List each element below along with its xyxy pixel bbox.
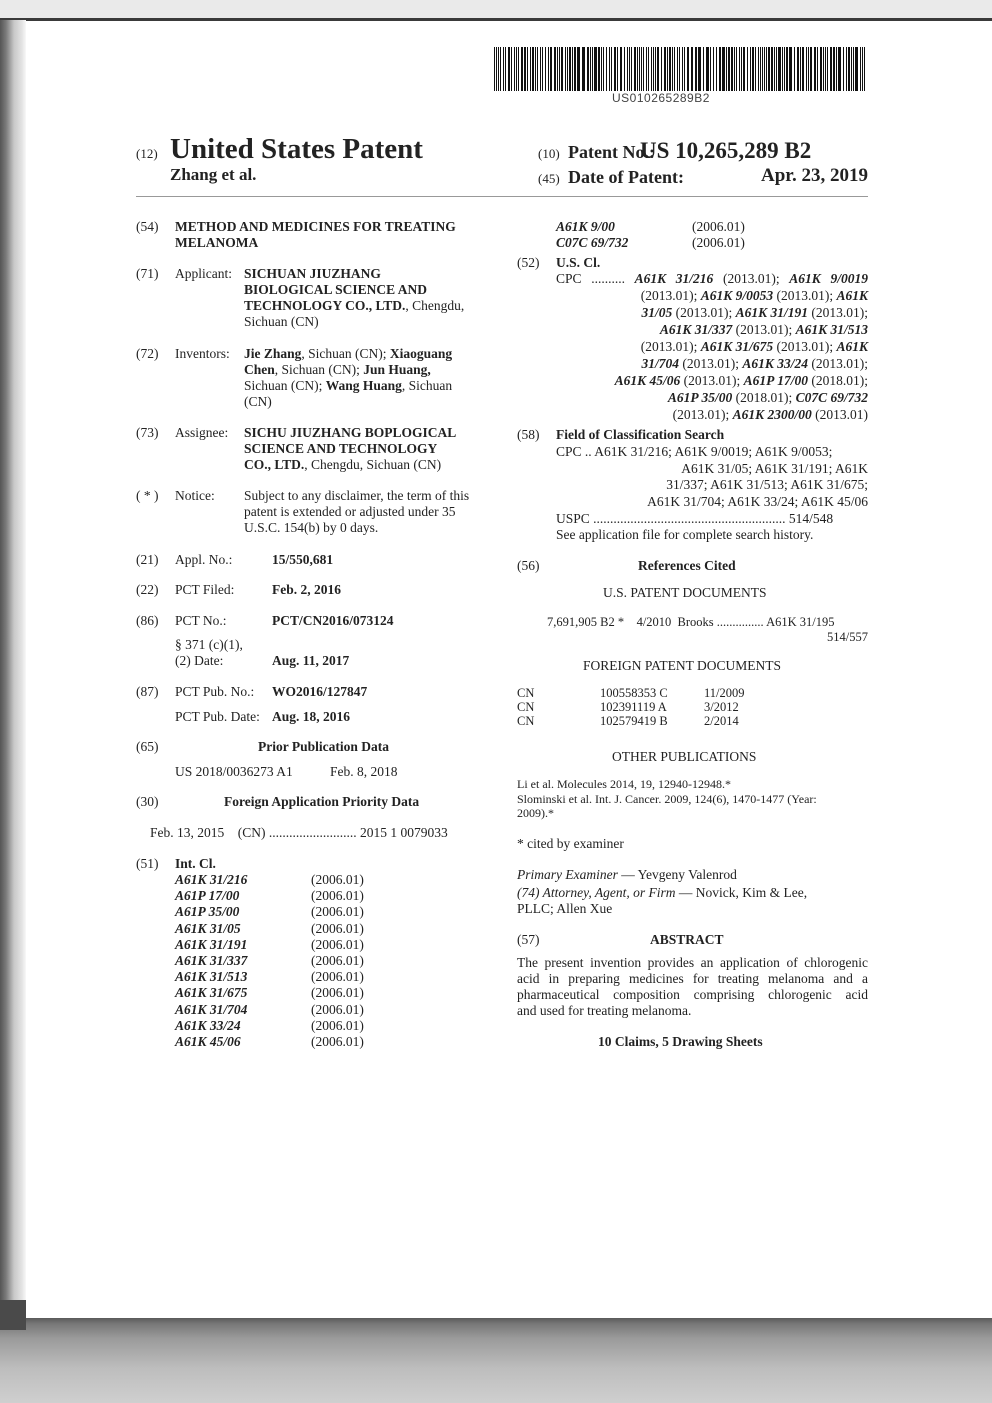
- barcode-bar: [806, 47, 807, 91]
- scan-left-edge: [0, 20, 26, 1320]
- barcode-bar: [731, 47, 733, 91]
- abstract-line: pharmaceutical composition comprising chlorogenic acid: [517, 987, 868, 1002]
- applicant-line-1: SICHUAN JIUZHANG: [244, 266, 381, 281]
- barcode-bar: [855, 47, 858, 91]
- barcode-bar: [537, 47, 538, 91]
- barcode-bar: [691, 47, 693, 91]
- appl-number: 15/550,681: [272, 552, 334, 567]
- barcode-bar: [794, 47, 795, 91]
- applicant-line-4: Sichuan (CN): [244, 314, 319, 329]
- barcode-bar: [682, 47, 683, 91]
- intcl-class: A61K 31/675: [175, 985, 248, 1001]
- assignee-line-3: CO., LTD.: [244, 457, 305, 472]
- barcode-bar: [768, 47, 770, 91]
- foreign-doc-number: 100558353 C: [600, 686, 668, 700]
- barcode-bar: [846, 47, 847, 91]
- barcode-bar: [661, 47, 662, 91]
- intcl-class: A61P 17/00: [175, 888, 240, 904]
- intcl-class: A61K 33/24: [175, 1017, 241, 1033]
- barcode-bar: [830, 47, 832, 91]
- abstract-line: acid in preparing medicines for treating melanoma and a: [517, 971, 868, 986]
- barcode-bar: [860, 47, 861, 91]
- intcl-class: C07C 69/732: [556, 235, 629, 250]
- barcode-bar: [814, 47, 816, 91]
- notice-line-1: Subject to any disclaimer, the term of this: [244, 488, 470, 503]
- prior-number: US 2018/0036273 A1: [175, 764, 293, 779]
- intcl-version: (2006.01): [311, 888, 364, 904]
- barcode-bar: [786, 47, 788, 91]
- uscl-heading: U.S. Cl.: [556, 255, 601, 270]
- barcode-bar: [557, 47, 558, 91]
- patent-number-label: Patent No.:: [568, 142, 655, 162]
- notice-code: ( * ): [136, 488, 159, 503]
- uspc-line: USPC ......................................................... 514/548: [556, 511, 834, 526]
- barcode-bar: [648, 47, 649, 91]
- abstract-code: (57): [517, 932, 540, 947]
- intcl-class: A61K 31/513: [175, 969, 248, 985]
- cpc-line: (2013.01); A61K 9/0053 (2013.01); A61K: [640, 288, 868, 303]
- intcl-version: (2006.01): [311, 1001, 364, 1017]
- pct-number-label: PCT No.:: [175, 613, 227, 628]
- barcode-bar: [655, 47, 656, 91]
- barcode-bar: [778, 47, 781, 91]
- applicant-label: Applicant:: [175, 266, 232, 281]
- barcode-bar: [657, 47, 659, 91]
- intcl-version: (2006.01): [311, 920, 364, 936]
- barcode-bar: [726, 47, 727, 91]
- appl-code: (21): [136, 552, 159, 567]
- barcode-bar: [736, 47, 737, 91]
- barcode-bar: [755, 47, 756, 91]
- barcode-bar: [524, 47, 526, 91]
- assignee-line-2: SCIENCE AND TECHNOLOGY: [244, 441, 438, 456]
- barcode-bar: [674, 47, 675, 91]
- header-divider: [136, 196, 868, 197]
- attorney-label: (74) Attorney, Agent, or Firm: [517, 885, 676, 900]
- inventor-short: Zhang et al.: [170, 165, 257, 184]
- patent-number-code: (10): [538, 146, 560, 161]
- barcode-bar: [762, 47, 763, 91]
- barcode-bar: [836, 47, 837, 91]
- cpc-line: A61K 31/337 (2013.01); A61K 31/513: [659, 322, 868, 337]
- field-heading: Field of Classification Search: [556, 427, 725, 442]
- patent-number: US 10,265,289 B2: [640, 138, 812, 163]
- barcode-bar: [631, 47, 632, 91]
- barcode-bar: [530, 47, 531, 91]
- barcode-bar: [703, 47, 704, 91]
- barcode-bar: [827, 47, 828, 91]
- barcode-bar: [802, 47, 804, 91]
- barcode-bar: [498, 47, 499, 91]
- barcode-bar: [820, 47, 822, 91]
- inventors-line-3: Sichuan (CN); Wang Huang, Sichuan: [244, 378, 453, 393]
- barcode-bar: [687, 47, 689, 91]
- barcode-bar: [782, 47, 783, 91]
- barcode-bar: [646, 47, 647, 91]
- barcode-bar: [851, 47, 852, 91]
- assignee-code: (73): [136, 425, 159, 440]
- applicant-line-2: BIOLOGICAL SCIENCE AND: [244, 282, 428, 297]
- intcl-version: (2006.01): [311, 953, 364, 968]
- intcl-class: A61K 31/337: [175, 953, 248, 968]
- field-code: (58): [517, 427, 540, 442]
- barcode-bar: [505, 47, 506, 91]
- field-search-line: 31/337; A61K 31/513; A61K 31/675;: [666, 477, 868, 492]
- barcode-bar: [514, 47, 515, 91]
- assignee-city: , Chengdu, Sichuan (CN): [304, 457, 442, 472]
- barcode-bar: [503, 47, 504, 91]
- barcode-bar: [853, 47, 854, 91]
- field-search-line: A61K 31/704; A61K 33/24; A61K 45/06: [647, 493, 868, 509]
- barcode-bar: [572, 47, 573, 91]
- barcode-bar: [728, 47, 730, 91]
- scan-top-edge: [0, 0, 992, 20]
- inventors-line-4: (CN): [244, 394, 272, 409]
- barcode-bar: [627, 47, 628, 91]
- scan-corner: [0, 1300, 26, 1330]
- examiner-label: Primary Examiner: [517, 867, 618, 882]
- date-code: (45): [538, 171, 560, 186]
- barcode-bar: [706, 47, 709, 91]
- barcode-bar: [629, 47, 630, 91]
- foreign-doc-date: 2/2014: [704, 714, 739, 728]
- claims-summary: 10 Claims, 5 Drawing Sheets: [598, 1034, 763, 1049]
- barcode-bar: [494, 47, 495, 91]
- cpc-line: (2013.01); A61K 2300/00 (2013.01): [672, 407, 868, 422]
- attorney-name-2: PLLC; Allen Xue: [517, 901, 613, 916]
- references-heading: References Cited: [638, 558, 736, 573]
- title-line-1: METHOD AND MEDICINES FOR TREATING: [175, 219, 456, 234]
- barcode-bar: [825, 47, 826, 91]
- barcode-bar: [601, 47, 602, 91]
- foreign-doc-country: CN: [517, 714, 535, 728]
- barcode-bar: [641, 47, 642, 91]
- references-code: (56): [517, 558, 540, 573]
- barcode-bar: [771, 47, 773, 91]
- pct-number-code: (86): [136, 613, 159, 628]
- barcode-bar: [617, 47, 618, 91]
- attorney-name: — Novick, Kim & Lee,: [675, 885, 808, 900]
- intcl-version: (2006.01): [311, 904, 364, 920]
- barcode-bar: [606, 47, 607, 91]
- barcode-bar: [518, 47, 519, 91]
- barcode-bar: [639, 47, 640, 91]
- barcode-bar: [843, 47, 844, 91]
- foreign-docs-heading: FOREIGN PATENT DOCUMENTS: [583, 658, 782, 673]
- barcode-bar: [716, 47, 717, 91]
- barcode-bar: [739, 47, 740, 91]
- intcl-version: (2006.01): [311, 1017, 364, 1033]
- applicant-city: , Chengdu,: [405, 298, 465, 313]
- foreign-doc-country: CN: [517, 686, 535, 700]
- foreign-heading: Foreign Application Priority Data: [224, 794, 420, 809]
- pub-number: WO2016/127847: [272, 684, 368, 699]
- applicant-line-3: TECHNOLOGY CO., LTD.: [244, 298, 406, 313]
- pub-date-label: PCT Pub. Date:: [175, 709, 260, 724]
- date-of-patent: Apr. 23, 2019: [761, 165, 868, 186]
- notice-line-2: patent is extended or adjusted under 35: [244, 504, 456, 519]
- barcode-bar: [669, 47, 671, 91]
- barcode-bar: [760, 47, 761, 91]
- barcode-bar: [508, 47, 510, 91]
- barcode-bar: [598, 47, 600, 91]
- intcl-version: (2006.01): [311, 985, 364, 1001]
- barcode-bar: [548, 47, 549, 91]
- pct-filed-code: (22): [136, 582, 159, 597]
- intcl-code: (51): [136, 856, 159, 871]
- barcode-bar: [741, 47, 742, 91]
- appl-label: Appl. No.:: [175, 552, 233, 567]
- barcode-bar: [817, 47, 818, 91]
- cpc-line: A61P 35/00 (2018.01); C07C 69/732: [667, 390, 868, 405]
- barcode-bar: [810, 47, 812, 91]
- s371-line-2: (2) Date:: [175, 653, 224, 668]
- date-label: Date of Patent:: [568, 167, 684, 187]
- pct-filed-date: Feb. 2, 2016: [272, 582, 341, 597]
- barcode-bar: [752, 47, 754, 91]
- cpc-line: 31/704 (2013.01); A61K 33/24 (2013.01);: [641, 356, 868, 371]
- barcode-bar: [637, 47, 638, 91]
- barcode-bar: [764, 47, 765, 91]
- barcode-bar: [848, 47, 850, 91]
- barcode-bar: [743, 47, 745, 91]
- inventors-line-2: Chen, Sichuan (CN); Jun Huang,: [244, 362, 431, 377]
- barcode-bar: [734, 47, 735, 91]
- prior-date: Feb. 8, 2018: [330, 764, 398, 779]
- barcode-bar: [833, 47, 835, 91]
- intcl-version: (2006.01): [311, 969, 364, 985]
- intcl-class: A61K 31/05: [175, 920, 241, 936]
- foreign-priority-line: Feb. 13, 2015 (CN) .......................... 2015 1 0079033: [150, 825, 448, 840]
- intcl-class: A61K 31/191: [175, 936, 248, 952]
- barcode-bar: [559, 47, 560, 91]
- barcode-bar: [719, 47, 721, 91]
- foreign-doc-number: 102579419 B: [600, 714, 668, 728]
- barcode-bar: [808, 47, 809, 91]
- barcode-bar: [565, 47, 566, 91]
- foreign-doc-country: CN: [517, 700, 535, 714]
- barcode-bar: [594, 47, 597, 91]
- barcode-bar: [535, 47, 536, 91]
- barcode-bar: [747, 47, 748, 91]
- notice-label: Notice:: [175, 488, 215, 503]
- barcode-bar: [592, 47, 593, 91]
- other-pub-line-1: Li et al. Molecules 2014, 19, 12940-12948.*: [517, 777, 731, 791]
- barcode-bar: [776, 47, 777, 91]
- pct-filed-label: PCT Filed:: [175, 582, 235, 597]
- barcode-bar: [838, 47, 841, 91]
- barcode-bar: [774, 47, 775, 91]
- us-docs-heading: U.S. PATENT DOCUMENTS: [603, 585, 767, 600]
- barcode-bar: [611, 47, 612, 91]
- cited-by-examiner: * cited by examiner: [517, 836, 624, 851]
- inventors-line-1: Jie Zhang, Sichuan (CN); Xiaoguang: [244, 346, 453, 361]
- barcode-bar: [722, 47, 725, 91]
- notice-line-3: U.S.C. 154(b) by 0 days.: [244, 520, 379, 535]
- foreign-code: (30): [136, 794, 159, 809]
- s371-line-1: § 371 (c)(1),: [175, 637, 243, 652]
- barcode-bar: [500, 47, 501, 91]
- barcode-bar: [540, 47, 541, 91]
- barcode-bar: [679, 47, 680, 91]
- intcl-version: (2006.01): [692, 219, 745, 234]
- barcode-bar: [651, 47, 652, 91]
- inventors-code: (72): [136, 346, 159, 361]
- barcode-bar: [542, 47, 543, 91]
- barcode-bar: [758, 47, 759, 91]
- intcl-heading: Int. Cl.: [175, 856, 216, 871]
- barcode-bar: [577, 47, 580, 91]
- scan-top-line: [0, 18, 992, 21]
- barcode-bar: [710, 47, 711, 91]
- see-application-line: See application file for complete search history.: [556, 527, 814, 542]
- intcl-version: (2006.01): [692, 235, 745, 250]
- intcl-class: A61K 31/216: [175, 872, 248, 887]
- barcode-bar: [527, 47, 528, 91]
- barcode-bar: [545, 47, 546, 91]
- barcode-bar: [864, 47, 865, 91]
- barcode-bar: [677, 47, 678, 91]
- cpc-line: A61K 45/06 (2013.01); A61P 17/00 (2018.01);: [614, 373, 868, 388]
- barcode-bar: [532, 47, 534, 91]
- other-pub-line-2: Slominski et al. Int. J. Cancer. 2009, 124(6), 1470-1477 (Year:: [517, 792, 817, 806]
- other-pub-line-3: 2009).*: [517, 806, 554, 820]
- cpc-line: 31/05 (2013.01); A61K 31/191 (2013.01);: [641, 305, 868, 320]
- title-code: (54): [136, 219, 159, 234]
- other-publications-heading: OTHER PUBLICATIONS: [612, 749, 757, 764]
- barcode-bar: [609, 47, 610, 91]
- pub-date: Aug. 18, 2016: [272, 709, 351, 724]
- barcode-bar: [784, 47, 785, 91]
- foreign-doc-date: 11/2009: [704, 686, 745, 700]
- barcode-bar: [634, 47, 636, 91]
- barcode-bar: [672, 47, 673, 91]
- barcode-bar: [582, 47, 585, 91]
- barcode-bar: [713, 47, 714, 91]
- barcode-bar: [614, 47, 616, 91]
- barcode-text: US010265289B2: [612, 91, 710, 105]
- cpc-line: CPC .......... A61K 31/216 (2013.01); A61K 9/0019: [556, 271, 868, 286]
- barcode-bar: [511, 47, 512, 91]
- intcl-class: A61K 31/704: [175, 1001, 248, 1017]
- barcode-bar: [590, 47, 591, 91]
- barcode-bar: [574, 47, 576, 91]
- barcode-bar: [624, 47, 625, 91]
- foreign-doc-number: 102391119 A: [600, 700, 667, 714]
- barcode-bar: [823, 47, 824, 91]
- pub-number-code: (87): [136, 684, 159, 699]
- field-search-line: CPC .. A61K 31/216; A61K 9/0019; A61K 9/0053;: [556, 444, 833, 459]
- abstract-line: and used for treating melanoma.: [517, 1003, 692, 1018]
- field-search-line: A61K 31/05; A61K 31/191; A61K: [681, 460, 868, 476]
- us-doc-line-2: 514/557: [827, 630, 868, 644]
- barcode-bar: [789, 47, 792, 91]
- barcode-bar: [698, 47, 701, 91]
- title-line-2: MELANOMA: [175, 235, 259, 250]
- barcode-bar: [695, 47, 697, 91]
- prior-heading: Prior Publication Data: [258, 739, 389, 754]
- barcode-bar: [620, 47, 622, 91]
- barcode-bar: [554, 47, 556, 91]
- intcl-version: (2006.01): [311, 872, 364, 887]
- s371-date: Aug. 11, 2017: [272, 653, 350, 668]
- uscl-code: (52): [517, 255, 540, 270]
- barcode-bar: [516, 47, 517, 91]
- cpc-line: (2013.01); A61K 31/675 (2013.01); A61K: [640, 339, 868, 354]
- abstract-line: The present invention provides an application of chlorogenic: [517, 955, 868, 970]
- intcl-class: A61K 45/06: [175, 1034, 241, 1049]
- barcode-bar: [569, 47, 571, 91]
- barcode-bar: [797, 47, 799, 91]
- barcode-bar: [521, 47, 523, 91]
- intcl-class: A61P 35/00: [175, 904, 240, 920]
- pct-number: PCT/CN2016/073124: [272, 613, 394, 628]
- intcl-version: (2006.01): [311, 1034, 364, 1049]
- assignee-line-1: SICHU JIUZHANG BOPLOGICAL: [244, 425, 457, 440]
- barcode-bar: [664, 47, 666, 91]
- abstract-heading: ABSTRACT: [650, 932, 724, 947]
- document-type: United States Patent: [170, 133, 423, 165]
- barcode-bar: [750, 47, 751, 91]
- barcode-bar: [567, 47, 568, 91]
- barcode-bar: [653, 47, 654, 91]
- prior-code: (65): [136, 739, 159, 754]
- us-doc-line: 7,691,905 B2 * 4/2010 Brooks ............... A61K 31/195: [547, 615, 835, 629]
- examiner-name: — Yevgeny Valenrod: [617, 867, 737, 882]
- barcode-bar: [684, 47, 685, 91]
- barcode-bar: [862, 47, 863, 91]
- intcl-class: A61K 9/00: [556, 219, 615, 234]
- barcode-bar: [667, 47, 668, 91]
- kind-code: (12): [136, 146, 158, 161]
- assignee-label: Assignee:: [175, 425, 229, 440]
- barcode-bar: [561, 47, 563, 91]
- applicant-code: (71): [136, 266, 159, 281]
- scan-bottom-edge: [0, 1318, 992, 1403]
- barcode-bar: [603, 47, 604, 91]
- barcode-bar: [766, 47, 767, 91]
- barcode: [494, 47, 868, 91]
- barcode-bar: [496, 47, 497, 91]
- barcode-bar: [643, 47, 644, 91]
- barcode-bar: [550, 47, 552, 91]
- intcl-version: (2006.01): [311, 936, 364, 952]
- inventors-label: Inventors:: [175, 346, 230, 361]
- barcode-bar: [587, 47, 589, 91]
- pub-number-label: PCT Pub. No.:: [175, 684, 255, 699]
- foreign-doc-date: 3/2012: [704, 700, 739, 714]
- barcode-bar: [800, 47, 801, 91]
